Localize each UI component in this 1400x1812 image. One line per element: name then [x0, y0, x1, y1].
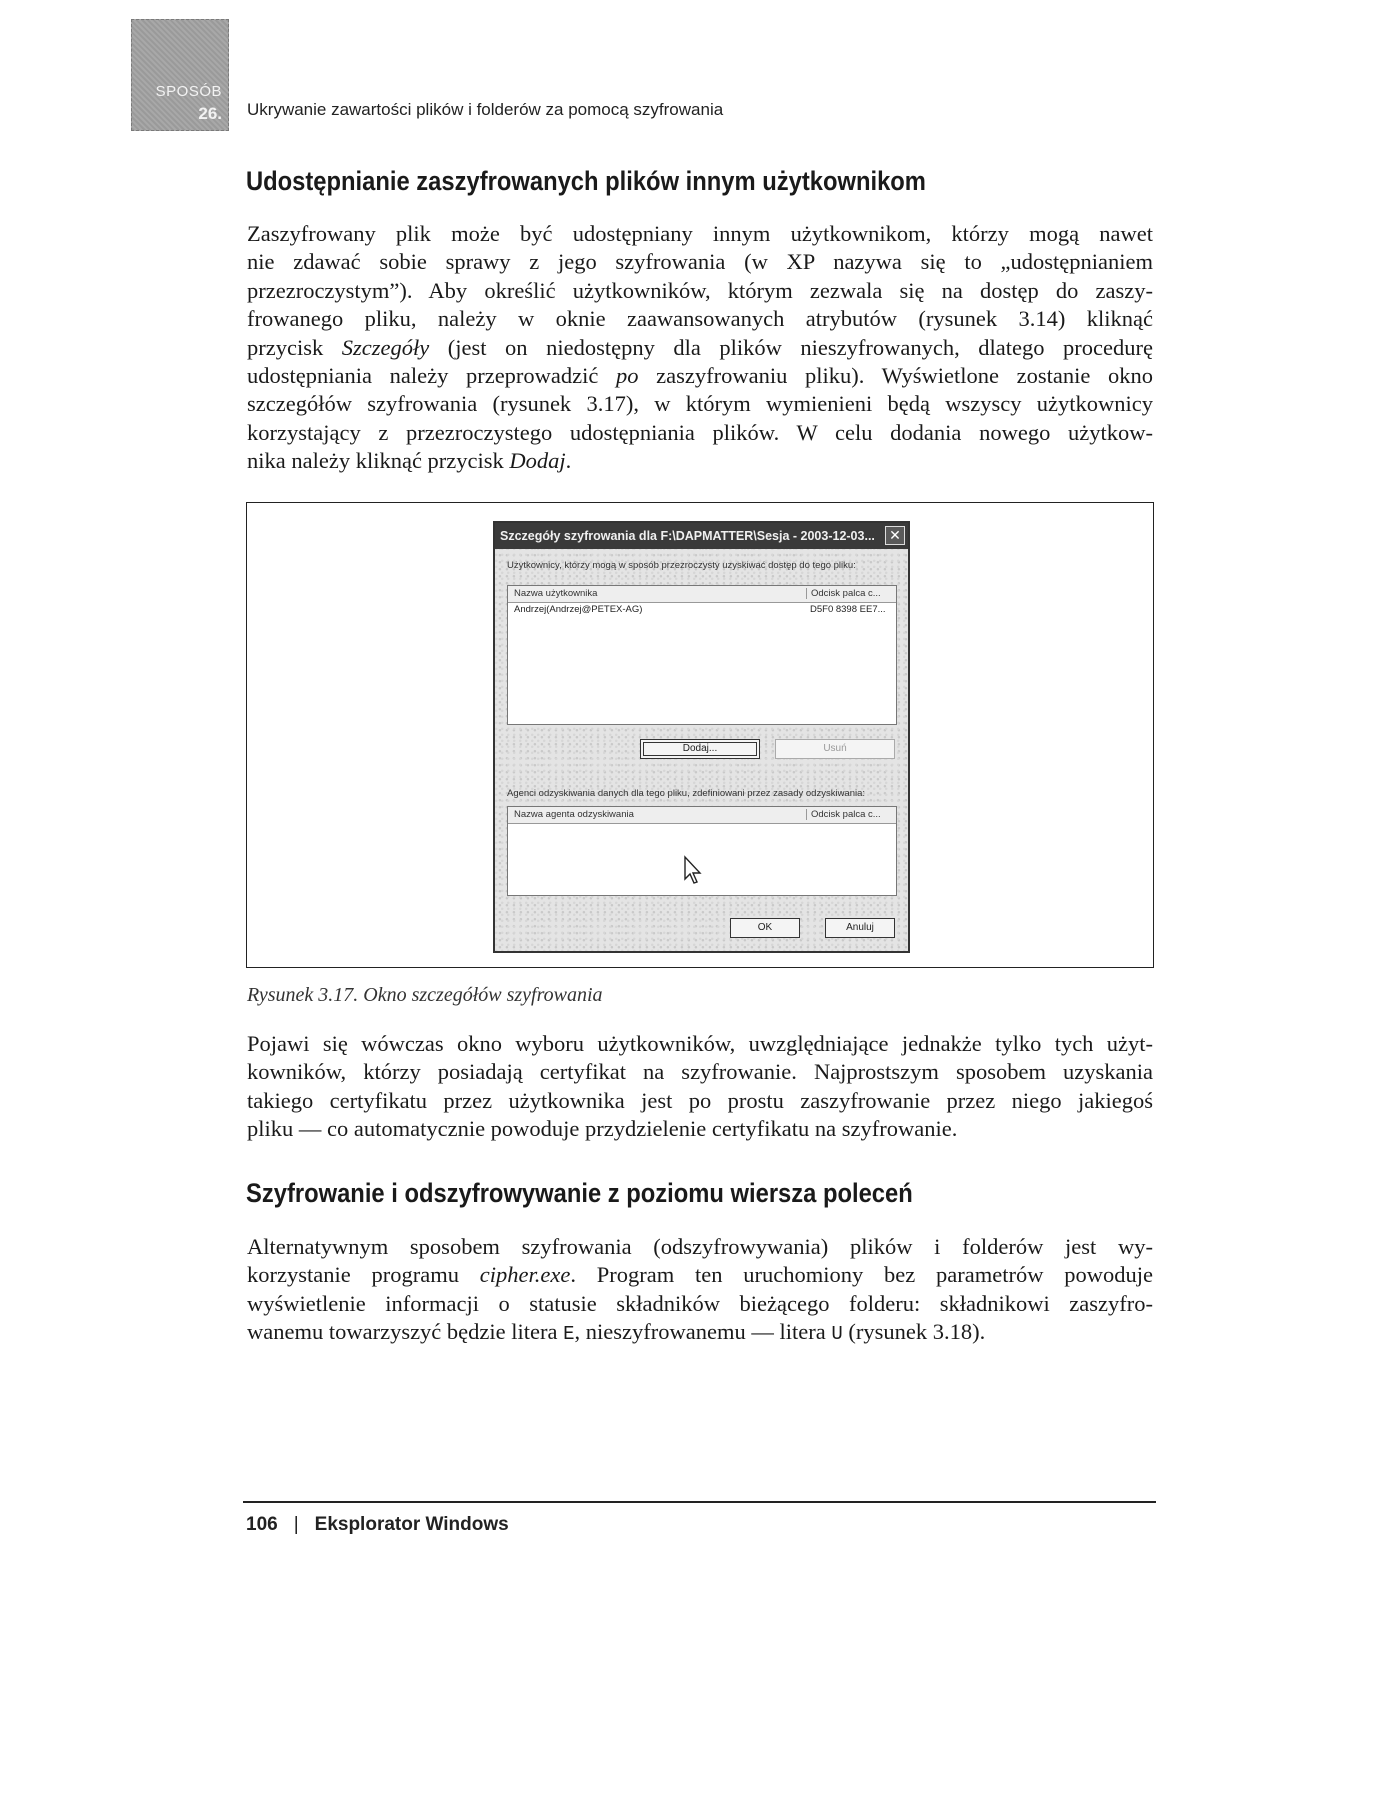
list-item[interactable] [508, 604, 896, 618]
paragraph-certificate [247, 1030, 1153, 1144]
users-list[interactable] [507, 585, 897, 725]
column-header-thumbprint[interactable]: Odcisk palca c... [806, 809, 881, 820]
text-line: Zaszyfrowany plik może być udostępniany innym użytkownikom, którzy mogą nawet [247, 221, 1153, 246]
text-line: nie zdawać sobie sprawy z jego szyfrowania (w XP nazywa się to „udostępnianiem [247, 249, 1153, 275]
text-line: udostępniania należy przeprowadzić po zaszyfrowaniu pliku). Wyświetlone zostanie okno [247, 363, 1153, 389]
paragraph-cipher [247, 1233, 1153, 1349]
text-line: takiego certyfikatu przez użytkownika jest po prostu zaszyfrowanie przez niego jakiegoś [247, 1087, 1153, 1113]
column-header-thumbprint[interactable]: Odcisk palca c... [806, 588, 881, 599]
text-line: Alternatywnym sposobem szyfrowania (odszyfrowywania) plików i folderów jest wy- [247, 1234, 1153, 1259]
footer [246, 1514, 509, 1536]
section-title-command-line: Szyfrowanie i odszyfrowywanie z poziomu wiersza poleceń [246, 1178, 913, 1208]
column-header-agent-name[interactable]: Nazwa agenta odzyskiwania [514, 809, 634, 820]
text-line: wyświetlenie informacji o statusie składników bieżącego folderu: składnikowi zaszyfro- [247, 1290, 1153, 1316]
text-line: przycisk Szczegóły (jest on niedostępny dla plików nieszyfrowanych, dlatego procedurę [247, 334, 1153, 360]
mouse-pointer-icon [683, 855, 705, 885]
running-head: Ukrywanie zawartości plików i folderów za pomocą szyfrowania [247, 100, 724, 119]
agents-label: Agenci odzyskiwania danych dla tego pliku, zdefiniowani przez zasady odzyskiwania: [507, 788, 866, 799]
text-line: wanemu towarzyszyć będzie litera E, nieszyfrowanemu — litera U (rysunek 3.18). [247, 1319, 986, 1346]
footer-separator: | [293, 1514, 299, 1535]
text-line: Pojawi się wówczas okno wyboru użytkowników, uwzględniające jednakże tylko tych użyt- [247, 1031, 1153, 1056]
text-line: kowników, którzy posiadają certyfikat na szyfrowanie. Najprostszym sposobem uzyskania [247, 1059, 1153, 1085]
letter-u: U [831, 1323, 843, 1346]
cancel-button[interactable]: Anuluj [825, 918, 895, 938]
emphasis-szczegoly: Szczegóły [341, 334, 430, 360]
add-button[interactable]: Dodaj... [640, 739, 760, 759]
users-list-header [508, 586, 896, 603]
user-name: Andrzej(Andrzej@PETEX-AG) [514, 604, 643, 615]
text-line: frowanego pliku, należy w oknie zaawansowanych atrybutów (rysunek 3.14) kliknąć [247, 306, 1153, 332]
dialog-title-bar: Szczegóły szyfrowania dla F:\DAPMATTER\Sesja - 2003-12-03... [495, 523, 908, 549]
footer-rule [243, 1501, 1156, 1503]
remove-button[interactable]: Usuń [775, 739, 895, 759]
text-line: korzystanie programu cipher.exe. Program ten uruchomiony bez parametrów powoduje [247, 1262, 1153, 1288]
emphasis-dodaj: Dodaj [509, 448, 566, 474]
badge-label: SPOSÓB [155, 83, 222, 100]
user-thumbprint: D5F0 8398 EE7... [810, 604, 886, 615]
text-line: szczegółów szyfrowania (rysunek 3.17), w którym wymienieni będą wszyscy użytkownicy [247, 391, 1153, 417]
text-line: nika należy kliknąć przycisk Dodaj. [247, 448, 572, 474]
emphasis-cipher-exe: cipher.exe [479, 1262, 571, 1288]
encryption-details-dialog [493, 521, 910, 953]
close-icon[interactable]: ✕ [885, 526, 905, 545]
users-label: Użytkownicy, którzy mogą w sposób przezroczysty uzyskiwać dostęp do tego pliku: [507, 560, 856, 571]
paragraph-sharing [247, 220, 1153, 476]
agents-list-header [508, 807, 896, 824]
book-title: Eksplorator Windows [314, 1514, 509, 1535]
figure-caption: Rysunek 3.17. Okno szczegółów szyfrowania [247, 984, 603, 1006]
badge-number: 26. [198, 104, 222, 123]
section-title-sharing: Udostępnianie zaszyfrowanych plików innym użytkownikom [246, 166, 926, 196]
text-line: pliku — co automatycznie powoduje przydzielenie certyfikatu na szyfrowanie. [247, 1116, 958, 1142]
text-line: przezroczystym”). Aby określić użytkowników, którym zezwala się na dostęp do zaszy- [247, 277, 1153, 303]
emphasis-po: po [616, 363, 639, 389]
ok-button[interactable]: OK [730, 918, 800, 938]
page-number: 106 [246, 1514, 278, 1535]
section-badge [131, 19, 229, 131]
letter-e: E [563, 1323, 575, 1346]
figure-frame [246, 502, 1154, 968]
text-line: korzystający z przezroczystego udostępniania plików. W celu dodania nowego użytkow- [247, 419, 1153, 445]
column-header-user-name[interactable]: Nazwa użytkownika [514, 588, 598, 599]
